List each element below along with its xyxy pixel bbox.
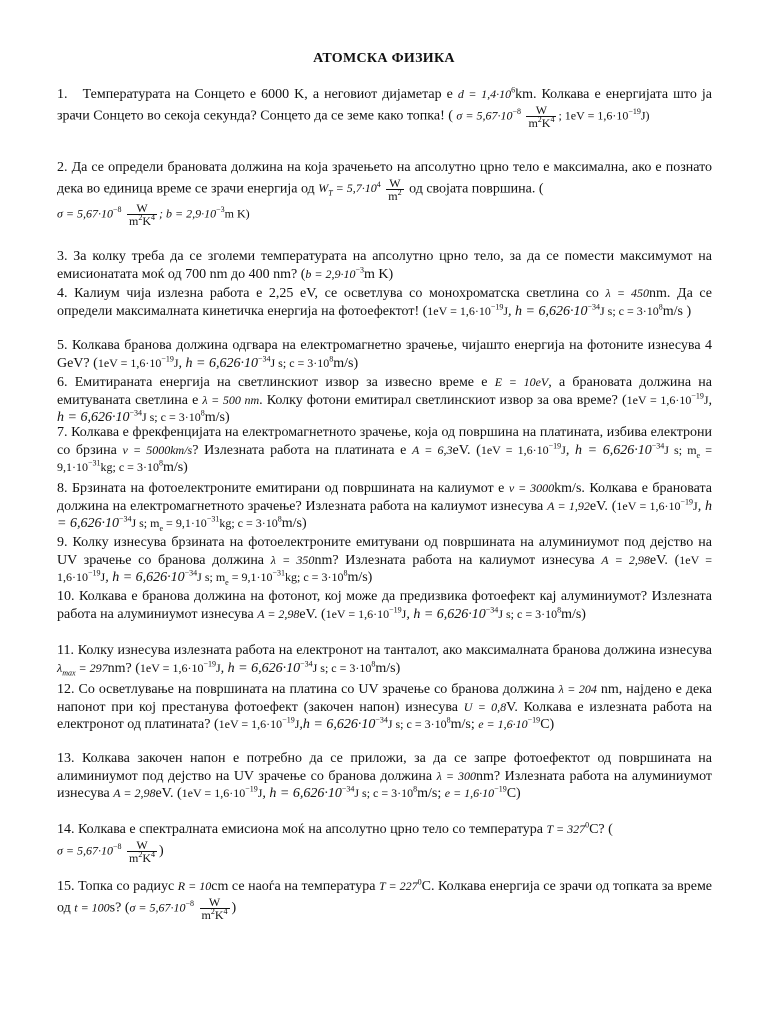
problem-7: 7. Колкава е фрекфенцијата на електромагнетното зрачење, која од површина на платината, избива електрони со брзина v = 5000km/s? Излезната работа на платината е A = 6,3eV. ($1eV = 1,6\cdot 10^{-19}J$, $h = 6,626\cdot 10^{-34}J$ s; $m_e = 9,1\cdot 10^{-31}kg$; $c = 3\cdot 10^8m/s$) [57,425,713,475]
problem-14: 14. Колкава е спектралната емисиона моќ на апсолутно црно тело со температура $T = 327^0C$? ( $\sigma = 5,67\cdot 10^{-8}$ $\frac{W}{m^2K^4}$ ) [57,820,613,865]
page-title: АТОМСКА ФИЗИКА [313,51,455,66]
problem-12: 12. Со осветлување на површината на платина со UV зрачење со бранова должина λ = 204 nm, најдено е дека напонот при кој престанува фотоефект (закочен напон) изнесува U = 0,8V. Колкава е излезната работа на електронот од платината? ($1eV = 1,6\cdot 10^{-19}J,h = 6,626\cdot 10^{-34}J$ s; $c = 3\cdot 10^8m/s$; $e = 1,6\cdot 10^{-19}C$) [57,682,713,732]
fraction-w-m2k4: $\frac{W}{m^2K^4}$ [528,102,555,130]
fraction-w-m2k4: $\frac{W}{m^2K^4}$ [129,837,156,865]
fraction-w-m2k4: $\frac{W}{m^2K^4}$ [201,894,228,922]
problem-1: 1. Температурата на Сонцето е 6000 K, а неговиот дијаметар е $d = 1,4\cdot 10^6km$. Колкава е енергијата што ја зрачи Сонцето во секоја секунда? Сонцето да се земе како топка! ( $\sigma = 5,67\cdot 10^{-8}$ $\frac{W}{m^2K^4}$ ; $1eV = 1,6\cdot 10^{-19}J$) [57,85,713,130]
fraction-w-m2: $\frac{W}{m^2}$ [388,175,402,203]
fraction-w-m2k4: $\frac{W}{m^2K^4}$ [129,200,156,228]
problem-10: 10. Колкава е бранова должина на фотонот, кој може да предизвика фотоефект кај алуминиумот? Излезната работа на алуминиумот изнесува A = 2,98eV. ($1eV = 1,6\cdot 10^{-19}J$, $h = 6,626\cdot 10^{-34}J$ s; $c = 3\cdot 10^8m/s$) [57,589,712,622]
problem-4: 4. Калиум чија излезна работа е 2,25 eV, се осветлува со монохроматска светлина со λ = 450nm. Да се определи максималната кинетичка енергија на фотоефектот! ($1eV = 1,6\cdot 10^{-19}J$, $h = 6,626\cdot 10^{-34}J$ s; $c = 3\cdot 10^8m/s$ ) [57,286,713,319]
problem-13: 13. Колкава закочен напон е потребно да се приложи, за да се запре фотоефектот од површината на алиминиумот под дејство на UV зрачење со бранова должина λ = 300nm? Излезната работа на алуминиумот изнесува A = 2,98eV. ($1eV = 1,6\cdot 10^{-19}J$, $h = 6,626\cdot 10^{-34}J$ s; $c = 3\cdot 10^8m/s$; $e = 1,6\cdot 10^{-19}C$) [57,751,713,801]
problem-15: 15. Топка со радиус R = 10cm се наоѓа на температура $T = 227^0C$. Колкава енергија се зрачи од топката за време од t = 100s? ($\sigma = 5,67\cdot 10^{-8}$ $\frac{W}{m^2K^4}$ ) [57,877,713,922]
problem-5: 5. Колкава бранова должина одгвара на електромагнетно зрачење, чијашто енергија на фотоните изнесува 4 GeV? ($1eV = 1,6\cdot 10^{-19}J$, $h = 6,626\cdot 10^{-34}J$ s; $c = 3\cdot 10^8m/s$) [57,338,712,371]
problem-2: 2. Да се определи брановата должина на која зрачењето на апсолутно црно тело е максимална, ако е познато дека во единица време се зрачи енергија од $W_T = 5,7\cdot 10^4$ $\frac{W}{m^2}$ од својата површина. ( $\sigma = 5,67\cdot 10^{-8}$ $\frac{W}{m^2K^4}$ ; $b = 2,9\cdot 10^{-3}m$ K) [57,160,712,228]
problem-9: 9. Колку изнесува брзината на фотоелектроните емитувани од површината на алуминиумот под дејство на UV зрачење со бранова должина λ = 350nm? Излезната работа на калиумот изнесува A = 2,98eV. ($1eV = 1,6\cdot 10^{-19}J$, $h = 6,626\cdot 10^{-34}J$ s; $m_e = 9,1\cdot 10^{-31}kg$; $c = 3\cdot 10^8m/s$) [57,535,713,587]
problem-6: 6. Емитираната енергија на светлинскиот извор за извесно време е E = 10eV, а брановата должина на емитуваната светлина е λ = 500 nm. Колку фотони емитирал светлинскиот извор за ова време? ($1eV = 1,6\cdot 10^{-19}J$, $h = 6,626\cdot 10^{-34}J$ s; $c = 3\cdot 10^8m/s$) [57,375,713,425]
problem-8: 8. Брзината на фотоелектроните емитирани од површината на калиумот е v = 3000km/s. Колкава е брановата должина на електромагнетното зрачење? Излезната работа на калиумот изнесува A = 1,92eV. ($1eV = 1,6\cdot 10^{-19}J$, $h = 6,626\cdot 10^{-34}J$ s; $m_e = 9,1\cdot 10^{-31}kg$; $c = 3\cdot 10^8m/s$) [57,481,713,533]
problem-3: 3. За колку треба да се зголеми температурата на апсолутно црно тело, за да се помести максимумот на емисионатата моќ од 700 nm до 400 nm? ($b = 2,9\cdot 10^{-3}m$ K) [57,249,712,282]
problem-11: 11. Колку изнесува излезната работа на електронот на танталот, ако максималната бранова должина изнесува $\lambda_{max} = 297nm$? ($1eV = 1,6\cdot 10^{-19}J$, $h = 6,626\cdot 10^{-34}J$ s; $c = 3\cdot 10^8m/s$) [57,643,713,677]
